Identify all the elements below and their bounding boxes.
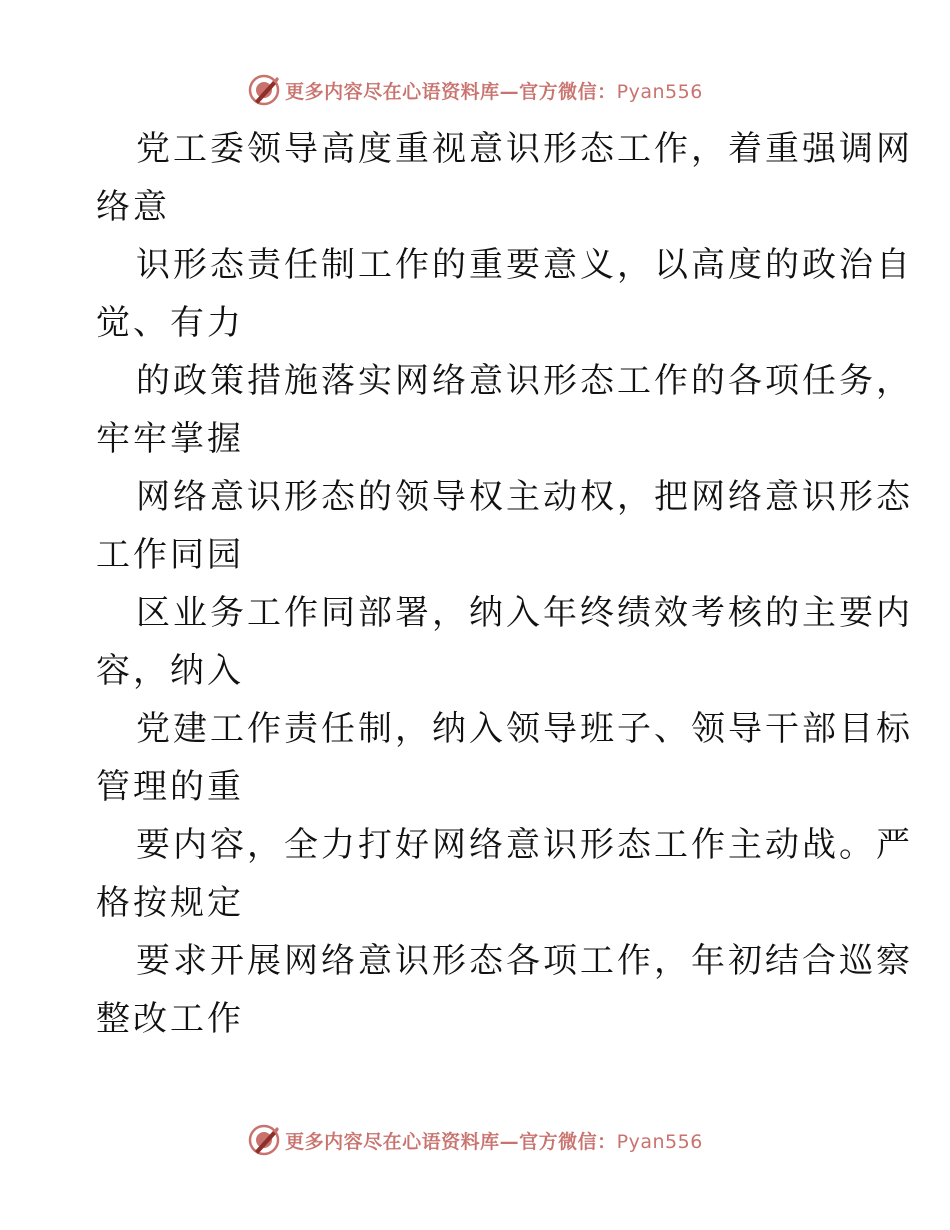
paragraph-line: 区业务工作同部署，纳入年终绩效考核的主要内 [136,593,913,633]
paragraph-line: 工作同园 [96,535,244,575]
paragraph-line: 网络意识形态的领导权主动权，把网络意识形态 [136,477,913,517]
footer-text: 更多内容尽在心语资料库—官方微信：Pyan556 [285,1130,703,1153]
header-wechat-id: Pyan556 [616,80,703,103]
pen-logo-icon [247,1123,281,1157]
paragraph-line: 格按规定 [96,883,244,923]
paragraph [96,468,913,584]
paragraph-line: 管理的重 [96,767,244,807]
paragraph-line: 要求开展网络意识形态各项工作，年初结合巡察 [136,941,913,981]
paragraph-line: 要内容，全力打好网络意识形态工作主动战。严 [136,825,913,865]
paragraph-line: 络意 [96,187,170,227]
footer-banner [0,1120,950,1160]
paragraph [96,584,913,700]
paragraph-line: 牢牢掌握 [96,419,244,459]
paragraph [96,352,913,468]
paragraph [96,700,913,816]
paragraph-line: 党工委领导高度重视意识形态工作，着重强调网 [136,129,913,169]
paragraph-line: 容，纳入 [96,651,244,691]
paragraph [96,236,913,352]
header-text: 更多内容尽在心语资料库—官方微信：Pyan556 [285,80,703,103]
footer-wechat-id: Pyan556 [616,1130,703,1153]
paragraph-line: 的政策措施落实网络意识形态工作的各项任务， [136,361,913,401]
paragraph [96,816,913,932]
paragraph [96,120,913,236]
pen-logo-icon [247,73,281,107]
document-body [96,120,913,1048]
paragraph-line: 整改工作 [96,999,244,1039]
paragraph-line: 觉、有力 [96,303,244,343]
paragraph-line: 识形态责任制工作的重要意义，以高度的政治自 [136,245,913,285]
header-banner [0,70,950,110]
paragraph [96,932,913,1048]
paragraph-line: 党建工作责任制，纳入领导班子、领导干部目标 [136,709,913,749]
